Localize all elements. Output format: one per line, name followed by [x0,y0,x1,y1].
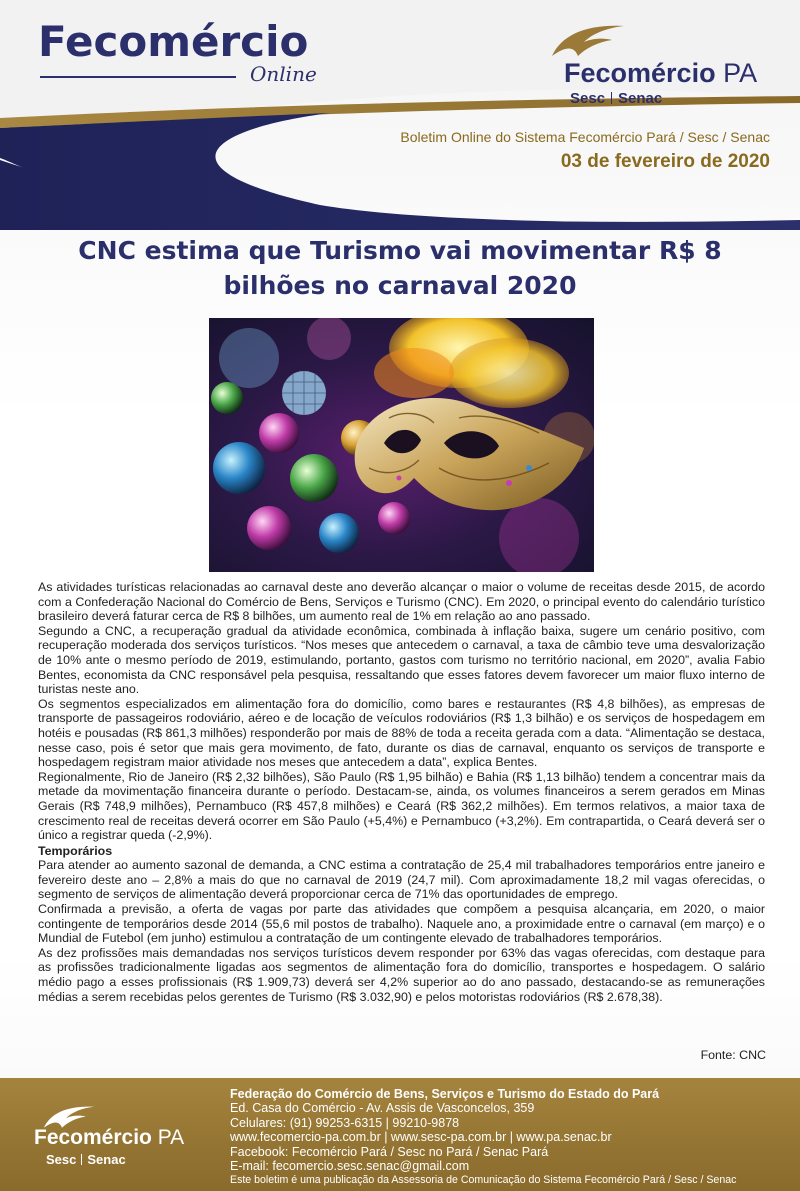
article-subheading: Temporários [38,843,113,858]
footer-phones: Celulares: (91) 99253-6315 | 99210-9878 [230,1115,460,1130]
issue-date: 03 de fevereiro de 2020 [560,151,770,172]
brand-online-row [38,62,317,90]
brand-title: Fecomércio [38,17,309,66]
footer [0,1078,800,1191]
partner-sub-sesc: Sesc [570,90,606,107]
footer-logo-name [34,1126,184,1150]
footer-logo-suffix: PA [157,1126,185,1149]
article-paragraph-5: Para atender ao aumento sazonal de demanda, a CNC estima a contratação de 25,4 mil trabalhadores temporários entre janeiro e fevereiro deste ano – 2,8% a mais do que no carnaval de 2019 (24,7 mil). Com aproximadamente 18,2 mil vagas oferecidas, o segmento de serviços de alimentação deverá proporcionar cerca de 71% das oportunidades de emprego. [38,858,765,902]
wing-icon [548,22,628,62]
footer-credit: Este boletim é uma publicação da Assessoria de Comunicação do Sistema Fecomércio Pará / Sesc / Senac [230,1174,737,1187]
partner-name [564,58,757,89]
divider [611,92,612,104]
footer-websites[interactable]: www.fecomercio-pa.com.br | www.sesc-pa.com.br | www.pa.senac.br [230,1130,612,1145]
article-paragraph-2: Segundo a CNC, a recuperação gradual da atividade econômica, combinada à inflação baixa, sugere um cenário positivo, com recuperação moderada dos serviços turísticos. “Nos meses que antecedem o carnaval, a taxa de câmbio teve uma desvalorização de 10% ante o mesmo período de 2019, estimulando, portanto, gastos com turismo no território nacional, em 2020”, avalia Fabio Bentes, economista da CNC responsável pela pesquisa, ressaltando que esses fatores devem favorecer um maior fluxo interno de turistas neste ano. [38,623,765,697]
footer-logo-name-text: Fecomércio [34,1126,152,1149]
footer-logo-sesc: Sesc [46,1152,77,1167]
article-paragraph-7: As dez profissões mais demandadas nos serviços turísticos devem responder por 63% das vagas oferecidas, com destaque para as profissões tradicionalmente ligadas aos segmentos de alimentação fora do domicílio, transportes e hospedagem. O salário médio pago a esses profissionais (R$ 1.909,73) deverá ser 4,2% superior ao do ano passado, destacando-se as remunerações médias a serem recebidas pelos gerentes de Turismo (R$ 3.032,90) e pelos motoristas rodoviários (R$ 2.678,38). [38,945,765,1004]
footer-logo-senac: Senac [87,1152,126,1167]
footer-logo-sub [46,1152,126,1167]
hero-image [209,318,594,572]
footer-facebook[interactable]: Facebook: Fecomércio Pará / Sesc no Pará / Senac Pará [230,1144,549,1159]
carnival-mask-image [209,318,594,572]
article-paragraph-6: Confirmada a previsão, a oferta de vagas por parte das atividades que compõem a pesquisa alcançaria, em 2020, o maior contingente de temporários desde 2014 (55,6 mil postos de trabalho). Naquele ano, a proximidade entre o carnaval (em março) e o Mundial de Futebol (em junho) estimulou a contratação de um contingente elevado de trabalhadores temporários. [38,902,765,946]
footer-org: Federação do Comércio de Bens, Serviços e Turismo do Estado do Pará [230,1087,660,1101]
partner-suffix: PA [723,58,758,88]
article-body [38,580,765,1004]
bulletin-label: Boletim Online do Sistema Fecomércio Pará / Sesc / Senac [400,129,770,145]
brand-subtitle: Online [250,62,317,86]
partner-logo [548,22,778,112]
article-paragraph-3: Os segmentos especializados em alimentação fora do domicílio, como bares e restaurantes (R$ 4,8 bilhões), as empresas de transporte de passageiros rodoviário, aéreo e de locação de veículos rodoviários (R$ 1,3 bilhão) e os serviços de hospedagem em hotéis e pousadas (R$ 861,3 milhões) responderão por mais de 88% de toda a receita gerada com a data. “Alimentação se destaca, nesse caso, pois é setor que mais gera movimento, de fato, durante os dias de carnaval, enquanto os serviços de transporte e hospedagem registram maior atividade nos meses que antecedem a data”, explica Bentes. [38,696,765,770]
article-title: CNC estima que Turismo vai movimentar R$ 8 bilhões no carnaval 2020 [78,236,722,300]
footer-logo [34,1104,214,1174]
footer-email[interactable]: E-mail: fecomercio.sesc.senac@gmail.com [230,1159,470,1174]
footer-address: Ed. Casa do Comércio - Av. Assis de Vasconcelos, 359 [230,1101,535,1116]
partner-sub-senac: Senac [618,90,663,107]
article-source: Fonte: CNC [700,1048,766,1062]
brand-underline [40,76,236,78]
brand-left [38,17,317,90]
article-paragraph-1: As atividades turísticas relacionadas ao carnaval deste ano deverão alcançar o maior o volume de receitas desde 2015, de acordo com a Confederação Nacional do Comércio de Bens, Serviços e Turismo (CNC). Em 2020, o principal evento do calendário turístico brasileiro deverá faturar cerca de R$ 8 bilhões, um aumento real de 1% em relação ao ano passado. [38,580,765,624]
header [0,0,800,230]
partner-sub [570,90,662,107]
footer-info [230,1087,790,1188]
article-paragraph-4: Regionalmente, Rio de Janeiro (R$ 2,32 bilhões), São Paulo (R$ 1,95 bilhão) e Bahia (R$ 1,13 bilhão) tendem a concentrar mais da metade da movimentação financeira durante o período. Destacam-se, ainda, os volumes financeiros a serem gerados em Minas Gerais (R$ 748,9 milhões), Pernambuco (R$ 457,8 milhões) e Ceará (R$ 362,2 milhões). Em termos relativos, a maior taxa de crescimento real de receitas deverá ocorrer em São Paulo (+5,4%) e Pernambuco (+3,2%). Em contrapartida, o Ceará deverá ser o único a registrar queda (-2,9%). [38,769,765,843]
partner-name-text: Fecomércio [564,58,716,88]
divider [81,1154,82,1165]
